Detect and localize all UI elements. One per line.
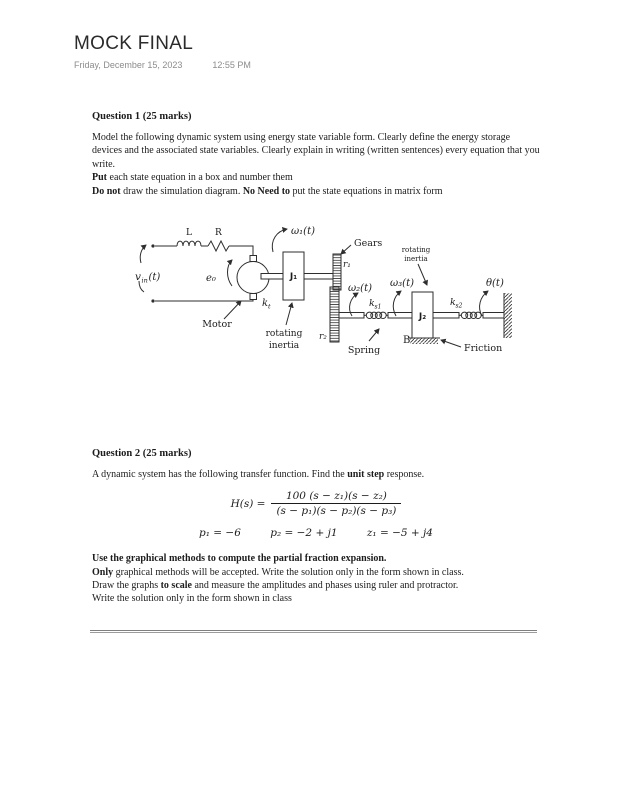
inertia2-label-line1: rotating [401, 246, 431, 254]
q2-intro-bold: unit step [347, 469, 385, 480]
inertia1-pointer-arrow [286, 303, 292, 325]
r1-label: r₁ [343, 260, 351, 270]
q2-intro-post: response. [384, 469, 425, 480]
pole-p1-value: p₁ = −6 [199, 527, 241, 540]
kt-label-sub: t [268, 302, 271, 311]
r2-label: r₂ [319, 332, 327, 342]
motor-brush-top [250, 256, 257, 262]
formula-numerator: 100 (s − z₁)(s − z₂) [285, 490, 387, 503]
q2-instr3-bold: to scale [160, 580, 192, 591]
inertia2-label-line2: inertia [404, 255, 428, 263]
q1-put-rest: each state equation in a box and number them [107, 172, 293, 184]
q1-put-bold: Put [92, 172, 107, 184]
motor-pointer-arrow [224, 301, 241, 319]
omega1-label: ω₁(t) [291, 226, 315, 237]
theta-label: θ(t) [486, 278, 504, 289]
formula-fraction [271, 490, 401, 517]
resistor-label: R [215, 228, 222, 238]
q1-donot-rest: draw the simulation diagram. [120, 185, 243, 197]
wall-hatch [504, 293, 512, 338]
q2-intro-pre: A dynamic system has the following transfer function. Find the [92, 469, 348, 480]
question-1-body [92, 131, 540, 198]
question-1-title: Question 1 (25 marks) [92, 111, 192, 122]
resistor-zigzag [208, 241, 229, 251]
q2-instr1-bold: Use the graphical methods to compute the partial fraction expansion. [92, 553, 387, 565]
motor-brush-bottom [250, 294, 257, 300]
question-1-section [92, 111, 540, 198]
q1-noneed-rest: put the state equations in matrix form [290, 185, 443, 197]
inertia2-pointer-arrow [418, 264, 427, 285]
omega3-label: ω₃(t) [390, 278, 414, 289]
j1-label: J₁ [289, 272, 298, 282]
inductor-coil [177, 241, 201, 246]
shaft-j2-spring2 [433, 313, 459, 319]
gear-r2 [330, 287, 339, 342]
ks1-label: k [369, 298, 375, 309]
terminal-dot-bottom [151, 299, 154, 302]
page-title: MOCK FINAL [74, 33, 194, 54]
zero-z1-value: z₁ = −5 + j4 [366, 527, 433, 540]
pole-p2-value: p₂ = −2 + j1 [270, 527, 338, 540]
ks2-label-sub: s2 [455, 302, 463, 310]
ks1-label-sub: s1 [374, 303, 382, 311]
q2-instr2-rest: graphical methods will be accepted. Write the solution only in the form shown in class. [113, 566, 464, 578]
question-2-section [92, 448, 540, 616]
vin-label-arg: (t) [148, 272, 161, 283]
gears-label: Gears [354, 238, 383, 249]
friction-pointer-arrow [441, 340, 461, 347]
question-2-title: Question 2 (25 marks) [92, 448, 192, 459]
spring1-coil [380, 312, 386, 318]
terminal-dot-top [151, 244, 154, 247]
q1-noneed-bold: No Need to [242, 185, 291, 197]
shaft-spring2-wall [483, 313, 504, 319]
j2-label: J₂ [418, 312, 427, 322]
friction-ground-hatch [410, 338, 438, 344]
q1-donot-bold: Do not [92, 185, 121, 197]
transfer-function [92, 490, 540, 517]
omega2-label: ω₂(t) [348, 283, 372, 294]
wire-right [229, 246, 253, 256]
motor-label: Motor [202, 319, 232, 330]
system-diagram [120, 220, 550, 365]
friction-label: Friction [464, 343, 503, 354]
q2-instr4: Write the solution only in the form shown in class [92, 593, 292, 605]
e0-arc [228, 260, 233, 286]
page-date: Friday, December 15, 2023 [74, 60, 183, 70]
ks2-label: k [450, 297, 456, 308]
gears-pointer-arrow [341, 245, 351, 254]
q1-paragraph: Model the following dynamic system using energy state variable form. Clearly define the energy storage devices and the associated state variables. Clearly explain in writing (written sentences) every equation that you write. [92, 132, 540, 170]
gear-r1 [333, 254, 341, 290]
section-divider-rule [90, 630, 537, 633]
page-header [74, 33, 251, 70]
formula-denominator: (s − p₁)(s − p₂)(s − p₃) [271, 503, 401, 517]
spring-pointer-arrow [369, 329, 379, 341]
vin-source-arc-top [140, 245, 146, 263]
omega1-arc [272, 229, 287, 252]
kt-label: k [262, 298, 269, 309]
inductor-label: L [186, 228, 192, 238]
spring-label: Spring [347, 345, 381, 356]
page-meta [74, 60, 251, 70]
q2-instr3-pre: Draw the graphs [92, 580, 161, 591]
shaft-j1-gear [304, 274, 333, 280]
vin-label-sub: in [141, 276, 148, 285]
question-2-intro [92, 468, 540, 481]
e0-label: e₀ [206, 273, 216, 284]
q2-instr3-post: and measure the amplitudes and phases using ruler and protractor. [191, 580, 459, 591]
b-label: B [403, 335, 411, 346]
page-time: 12:55 PM [212, 60, 251, 70]
inertia1-label-line2: inertia [268, 341, 300, 351]
q2-instr2-bold: Only [92, 566, 114, 578]
shaft-spring-j2 [388, 313, 412, 319]
system-diagram-svg [120, 220, 550, 365]
motor-shaft [261, 274, 283, 280]
formula-lhs: H(s) = [230, 497, 266, 510]
wire-bottom [155, 300, 253, 302]
inertia1-label-line1: rotating [265, 329, 303, 339]
vin-label: v [135, 271, 141, 283]
question-2-instructions [92, 552, 540, 605]
pole-zero-values [92, 527, 540, 539]
